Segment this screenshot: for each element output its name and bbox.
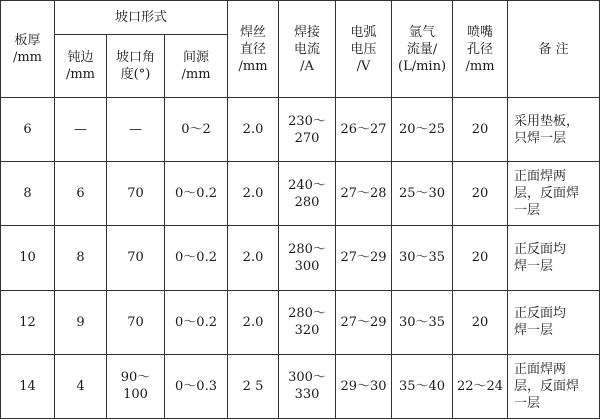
cell-argon-flow: 25～30 xyxy=(392,162,453,226)
cell-wire-diameter: 2 5 xyxy=(228,354,279,418)
header-blunt-edge: 钝边 /mm xyxy=(55,35,107,98)
table-row xyxy=(1,98,600,162)
header-wire-diameter: 焊丝 直径 /mm xyxy=(228,1,279,98)
header-arc-voltage: 电弧 电压 /V xyxy=(336,1,392,98)
cell-blunt-edge: 4 xyxy=(55,354,107,418)
cell-nozzle-diameter: 22～24 xyxy=(453,354,508,418)
cell-groove-angle: 90～ 100 xyxy=(107,354,165,418)
header-welding-current: 焊接 电流 /A xyxy=(279,1,336,98)
cell-argon-flow: 30～35 xyxy=(392,290,453,354)
cell-wire-diameter: 2.0 xyxy=(228,226,279,290)
cell-gap: 0～0.2 xyxy=(165,226,228,290)
cell-nozzle-diameter: 20 xyxy=(453,290,508,354)
cell-arc-voltage: 26～27 xyxy=(336,98,392,162)
cell-blunt-edge: 6 xyxy=(55,162,107,226)
cell-gap: 0～0.3 xyxy=(165,354,228,418)
cell-arc-voltage: 27～28 xyxy=(336,162,392,226)
cell-argon-flow: 35～40 xyxy=(392,354,453,418)
cell-blunt-edge: 9 xyxy=(55,290,107,354)
cell-thickness: 6 xyxy=(1,98,55,162)
header-remarks: 备 注 xyxy=(508,1,600,98)
cell-arc-voltage: 27～29 xyxy=(336,226,392,290)
cell-thickness: 8 xyxy=(1,162,55,226)
header-groove-form: 坡口形式 xyxy=(55,1,228,35)
cell-remarks: 正面焊两 层，反面焊 一层 xyxy=(508,162,600,226)
cell-nozzle-diameter: 20 xyxy=(453,98,508,162)
table-row xyxy=(1,290,600,354)
cell-welding-current: 280～ 320 xyxy=(279,290,336,354)
cell-thickness: 14 xyxy=(1,354,55,418)
cell-groove-angle: 70 xyxy=(107,226,165,290)
table-row xyxy=(1,354,600,418)
header-gap: 间源 /mm xyxy=(165,35,228,98)
cell-arc-voltage: 27～29 xyxy=(336,290,392,354)
cell-thickness: 10 xyxy=(1,226,55,290)
header-groove-angle: 坡口角 度(°) xyxy=(107,35,165,98)
header-argon-flow: 氩气 流量/ (L/min) xyxy=(392,1,453,98)
cell-argon-flow: 20～25 xyxy=(392,98,453,162)
cell-welding-current: 280～ 300 xyxy=(279,226,336,290)
cell-argon-flow: 30～35 xyxy=(392,226,453,290)
cell-gap: 0～0.2 xyxy=(165,290,228,354)
cell-remarks: 正反面均 焊一层 xyxy=(508,226,600,290)
cell-remarks: 采用垫板， 只焊一层 xyxy=(508,98,600,162)
cell-remarks: 正反面均 焊一层 xyxy=(508,290,600,354)
cell-welding-current: 300～ 330 xyxy=(279,354,336,418)
cell-wire-diameter: 2.0 xyxy=(228,290,279,354)
header-nozzle-diameter: 喷嘴 孔径 /mm xyxy=(453,1,508,98)
header-plate-thickness: 板厚 /mm xyxy=(1,1,55,98)
cell-nozzle-diameter: 20 xyxy=(453,226,508,290)
cell-blunt-edge: 8 xyxy=(55,226,107,290)
cell-gap: 0～2 xyxy=(165,98,228,162)
cell-groove-angle: — xyxy=(107,98,165,162)
cell-wire-diameter: 2.0 xyxy=(228,98,279,162)
cell-welding-current: 230～ 270 xyxy=(279,98,336,162)
cell-nozzle-diameter: 20 xyxy=(453,162,508,226)
cell-gap: 0～0.2 xyxy=(165,162,228,226)
cell-groove-angle: 70 xyxy=(107,290,165,354)
cell-welding-current: 240～ 280 xyxy=(279,162,336,226)
cell-wire-diameter: 2.0 xyxy=(228,162,279,226)
cell-thickness: 12 xyxy=(1,290,55,354)
table-row xyxy=(1,226,600,290)
cell-arc-voltage: 29～30 xyxy=(336,354,392,418)
table-row xyxy=(1,162,600,226)
cell-remarks: 正面焊两 层，反面焊 一层 xyxy=(508,354,600,418)
cell-blunt-edge: — xyxy=(55,98,107,162)
cell-groove-angle: 70 xyxy=(107,162,165,226)
